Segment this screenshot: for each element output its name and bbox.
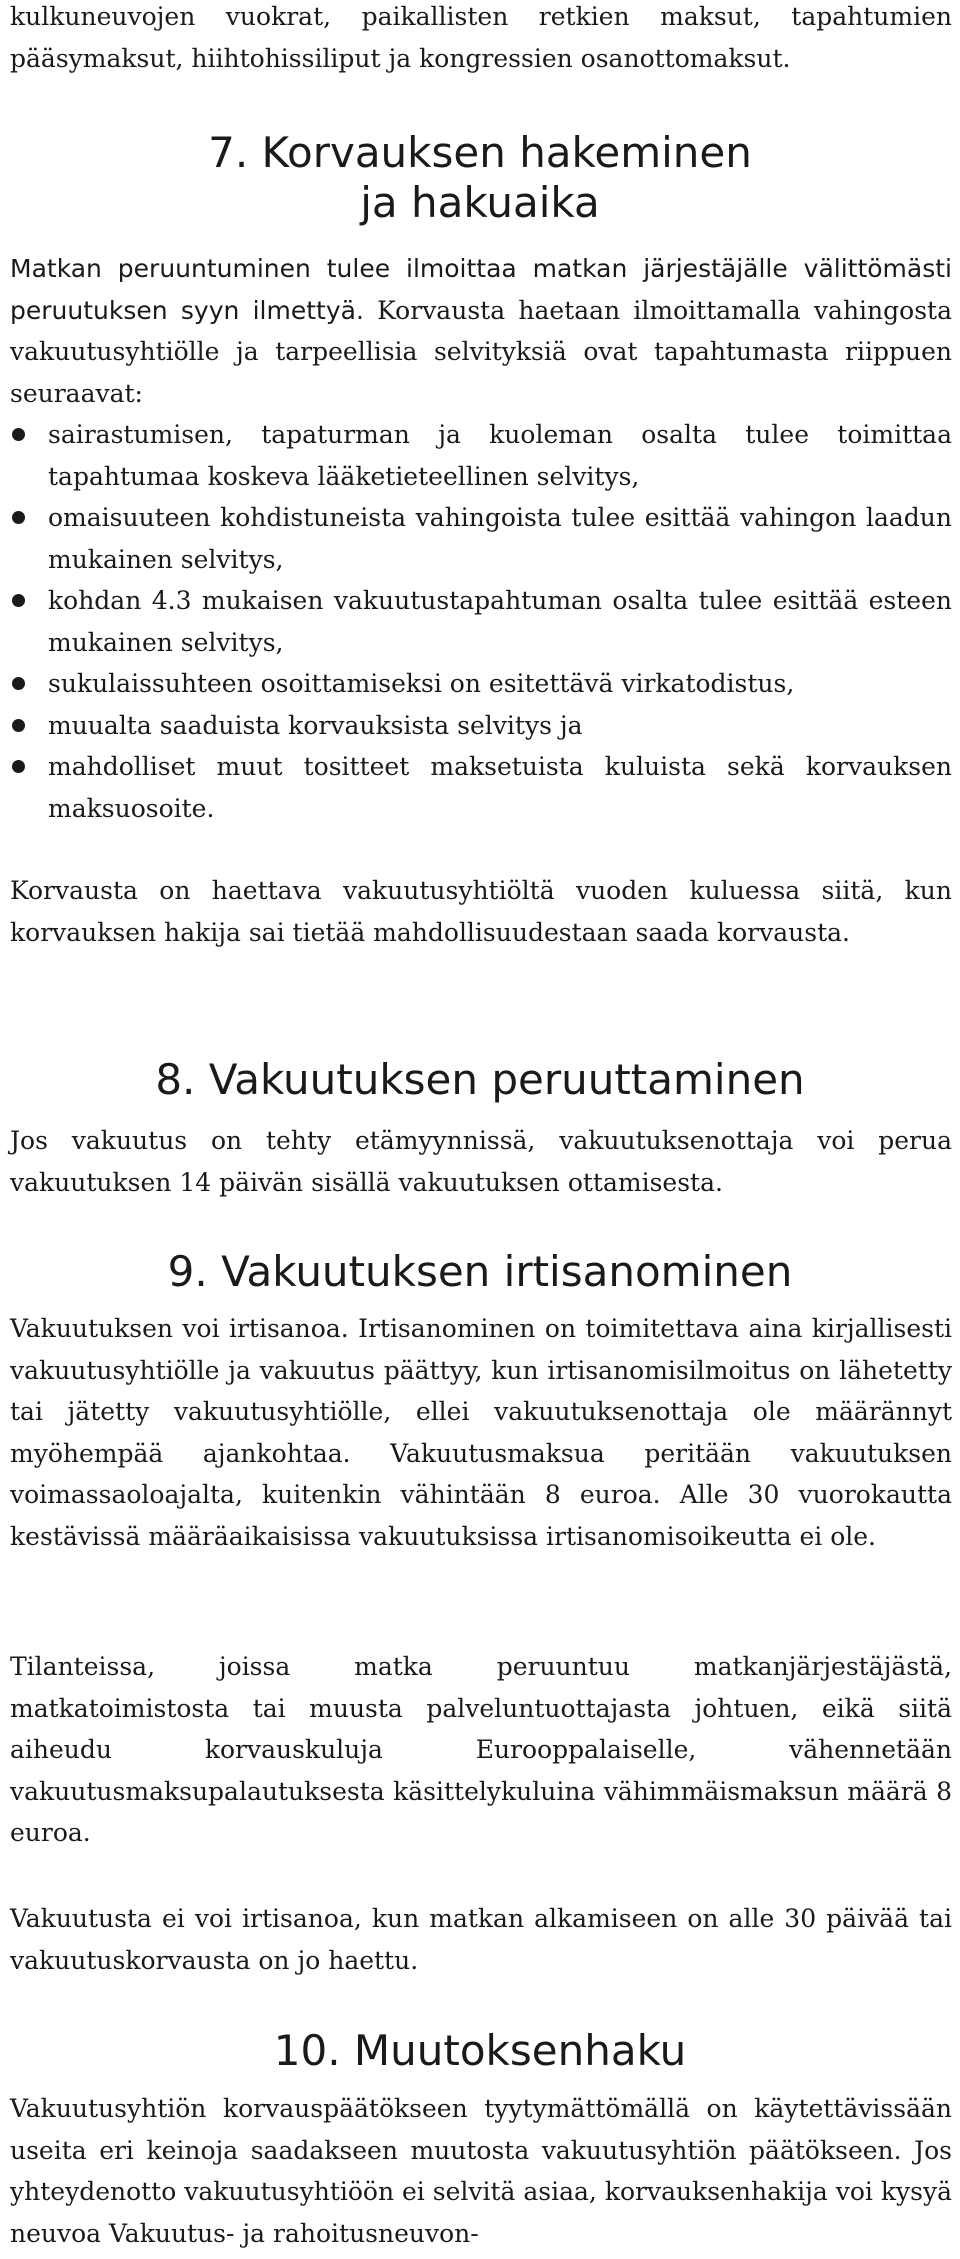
section-7-paragraph-1-serif: Korvausta haetaan ilmoittamalla vahingosta vakuutusyhtiölle ja tarpeellisia selvityksiä ovat tapahtumasta riippuen seuraavat: bbox=[10, 295, 952, 408]
section-9-paragraph-2: Tilanteissa, joissa matka peruuntuu matkanjärjestäjästä, matkatoimistosta tai muusta palveluntuottajasta johtuen, eikä siitä aiheudu korvauskuluja Eurooppalaiselle, vähennetään vakuutusmaksupalautuksesta käsittelykuluina vähimmäismaksun määrä 8 euroa. bbox=[10, 1652, 952, 1847]
list-item: omaisuuteen kohdistuneista vahingoista tulee esittää vahingon laadun mukainen selvitys, bbox=[10, 497, 952, 580]
section-7-heading bbox=[0, 128, 960, 228]
list-item: sairastumisen, tapaturman ja kuoleman osalta tulee toimittaa tapahtumaa koskeva lääketieteellinen selvitys, bbox=[10, 414, 952, 497]
section-8-paragraph: Jos vakuutus on tehty etämyynnissä, vakuutuksenottaja voi perua vakuutuksen 14 päivän sisällä vakuutuksen ottamisesta. bbox=[10, 1126, 952, 1197]
list-item: muualta saaduista korvauksista selvitys ja bbox=[10, 705, 952, 747]
section-10-heading: 10. Muutoksenhaku bbox=[273, 2026, 687, 2075]
section-8-heading: 8. Vakuutuksen peruuttaminen bbox=[155, 1055, 805, 1104]
section-9-paragraph-3: Vakuutusta ei voi irtisanoa, kun matkan alkamiseen on alle 30 päivää tai vakuutuskorvausta on jo haettu. bbox=[10, 1904, 952, 1975]
section-10-paragraph: Vakuutusyhtiön korvauspäätökseen tyytymättömällä on käytettävissään useita eri keinoja saadakseen muutosta vakuutusyhtiön päätökseen. Jos yhteydenotto vakuutusyhtiöön ei selvitä asiaa, korvauksenhakija voi kysyä neuvoa Vakuutus- ja rahoitusneuvon- bbox=[10, 2094, 952, 2248]
bullet-icon bbox=[12, 677, 25, 690]
section-9-paragraph-1: Vakuutuksen voi irtisanoa. Irtisanominen on toimitettava aina kirjallisesti vakuutusyhtiölle ja vakuutus päättyy, kun irtisanomisilmoitus on lähetetty tai jätetty vakuutusyhtiölle, ellei vakuutuksenottaja ole määrännyt myöhempää ajankohtaa. Vakuutusmaksua peritään vakuutuksen voimassaoloajalta, kuitenkin vähintään 8 euroa. Alle 30 vuorokautta kestävissä määräaikaisissa vakuutuksissa irtisanomisoikeutta ei ole. bbox=[10, 1314, 952, 1551]
bullet-icon bbox=[12, 428, 25, 441]
bullet-icon bbox=[12, 594, 25, 607]
bullet-icon bbox=[12, 511, 25, 524]
list-item: sukulaissuhteen osoittamiseksi on esitettävä virkatodistus, bbox=[10, 663, 952, 705]
section-7-heading-line2: ja hakuaika bbox=[360, 178, 600, 227]
section-7-bullet-list bbox=[10, 414, 952, 829]
section-7-paragraph-1-sans: Matkan peruuntuminen tulee ilmoittaa matkan järjestäjälle välittömästi peruutuksen syyn ilmettyä. bbox=[10, 254, 952, 325]
section-9-heading: 9. Vakuutuksen irtisanominen bbox=[167, 1247, 793, 1296]
intro-paragraph: kulkuneuvojen vuokrat, paikallisten retkien maksut, tapahtumien pääsymaksut, hiihtohissiliput ja kongressien osanottomaksut. bbox=[10, 2, 952, 73]
bullet-icon bbox=[12, 719, 25, 732]
section-7-paragraph-1 bbox=[10, 248, 952, 414]
section-7-heading-line1: 7. Korvauksen hakeminen bbox=[208, 128, 752, 177]
bullet-icon bbox=[12, 760, 25, 773]
section-7-paragraph-2: Korvausta on haettava vakuutusyhtiöltä vuoden kuluessa siitä, kun korvauksen hakija sai tietää mahdollisuudestaan saada korvausta. bbox=[10, 876, 952, 947]
list-item: kohdan 4.3 mukaisen vakuutustapahtuman osalta tulee esittää esteen mukainen selvitys, bbox=[10, 580, 952, 663]
list-item: mahdolliset muut tositteet maksetuista kuluista sekä korvauksen maksuosoite. bbox=[10, 746, 952, 829]
